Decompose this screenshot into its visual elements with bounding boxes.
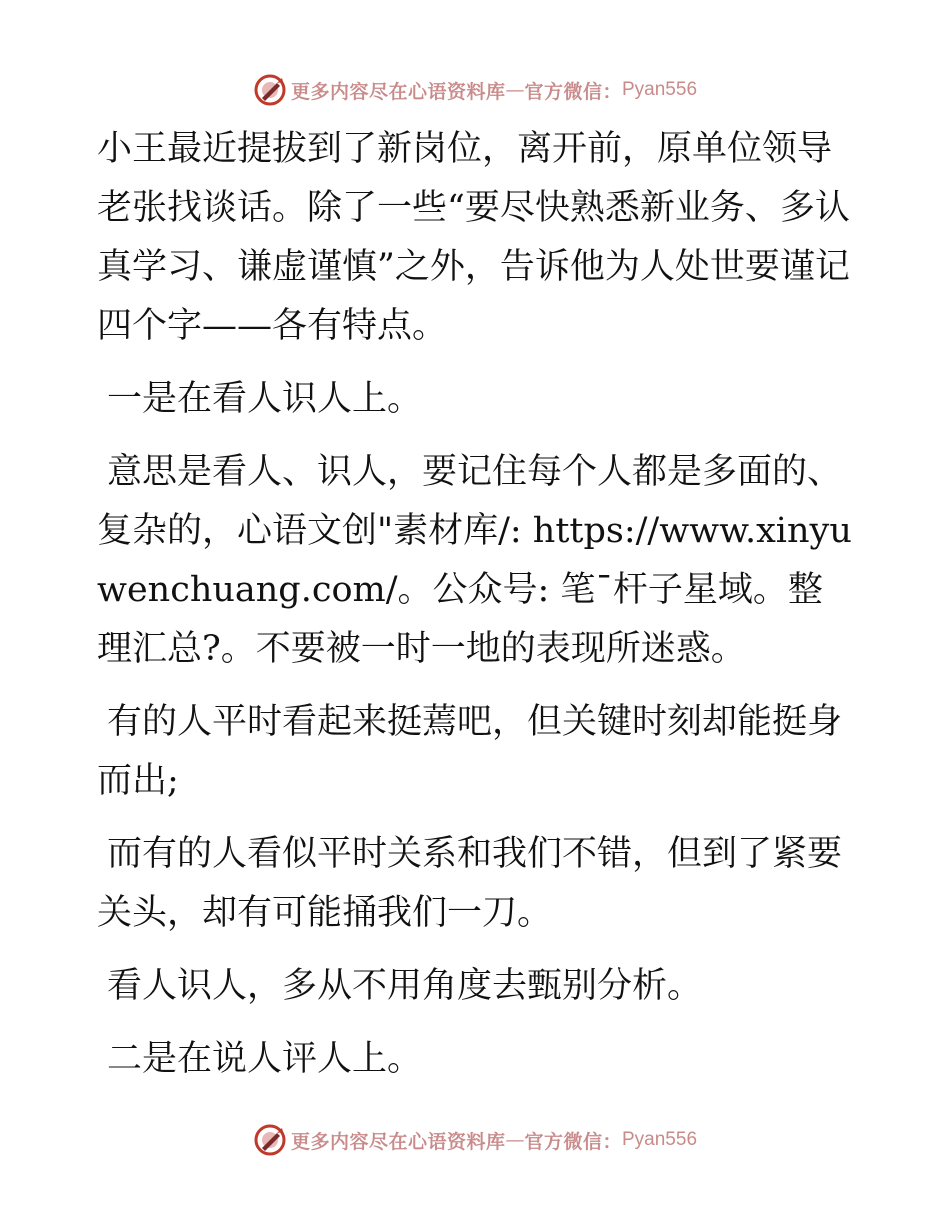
- document-body: [97, 120, 857, 1103]
- watermark-label: 官方微信：: [524, 1130, 622, 1153]
- footer-watermark: [0, 1122, 950, 1158]
- paragraph-summary: 看人识人，多从不用角度去甄别分析。: [107, 966, 703, 1006]
- watermark-separator: —: [505, 1129, 525, 1151]
- brand-logo-icon: [253, 73, 287, 107]
- watermark-label: 官方微信：: [524, 80, 622, 103]
- watermark-brand-text: 更多内容尽在心语资料库: [290, 1130, 506, 1153]
- paragraph-point-two: 二是在说人评人上。: [107, 1039, 423, 1079]
- paragraph-example-one: 有的人平时看起来挺蔫吧，但关键时刻却能挺身而出;: [97, 702, 843, 801]
- watermark-separator: —: [505, 79, 525, 101]
- watermark-wechat-id: Pyan556: [622, 79, 698, 100]
- header-watermark: [0, 72, 950, 108]
- paragraph-point-one: 一是在看人识人上。: [107, 379, 423, 419]
- watermark-wechat-id: Pyan556: [622, 1129, 698, 1150]
- watermark-brand-text: 更多内容尽在心语资料库: [290, 80, 506, 103]
- paragraph-intro: 小王最近提拔到了新岗位，离开前，原单位领导老张找谈话。除了一些“要尽快熟悉新业务、多认真学习、谦虚谨慎”之外，告诉他为人处世要谨记四个字——各有特点。: [97, 129, 850, 346]
- paragraph-meaning: 意思是看人、识人，要记住每个人都是多面的、复杂的，心语文创"素材库/: https://www.xinyuwenchuang.com/。公众号: 笔¯杆子星域。整理汇总?。不要被一时一地的表现所迷惑。: [97, 452, 852, 669]
- paragraph-example-two: 而有的人看似平时关系和我们不错，但到了紧要关头，却有可能捅我们一刀。: [97, 834, 843, 933]
- brand-logo-icon: [253, 1123, 287, 1157]
